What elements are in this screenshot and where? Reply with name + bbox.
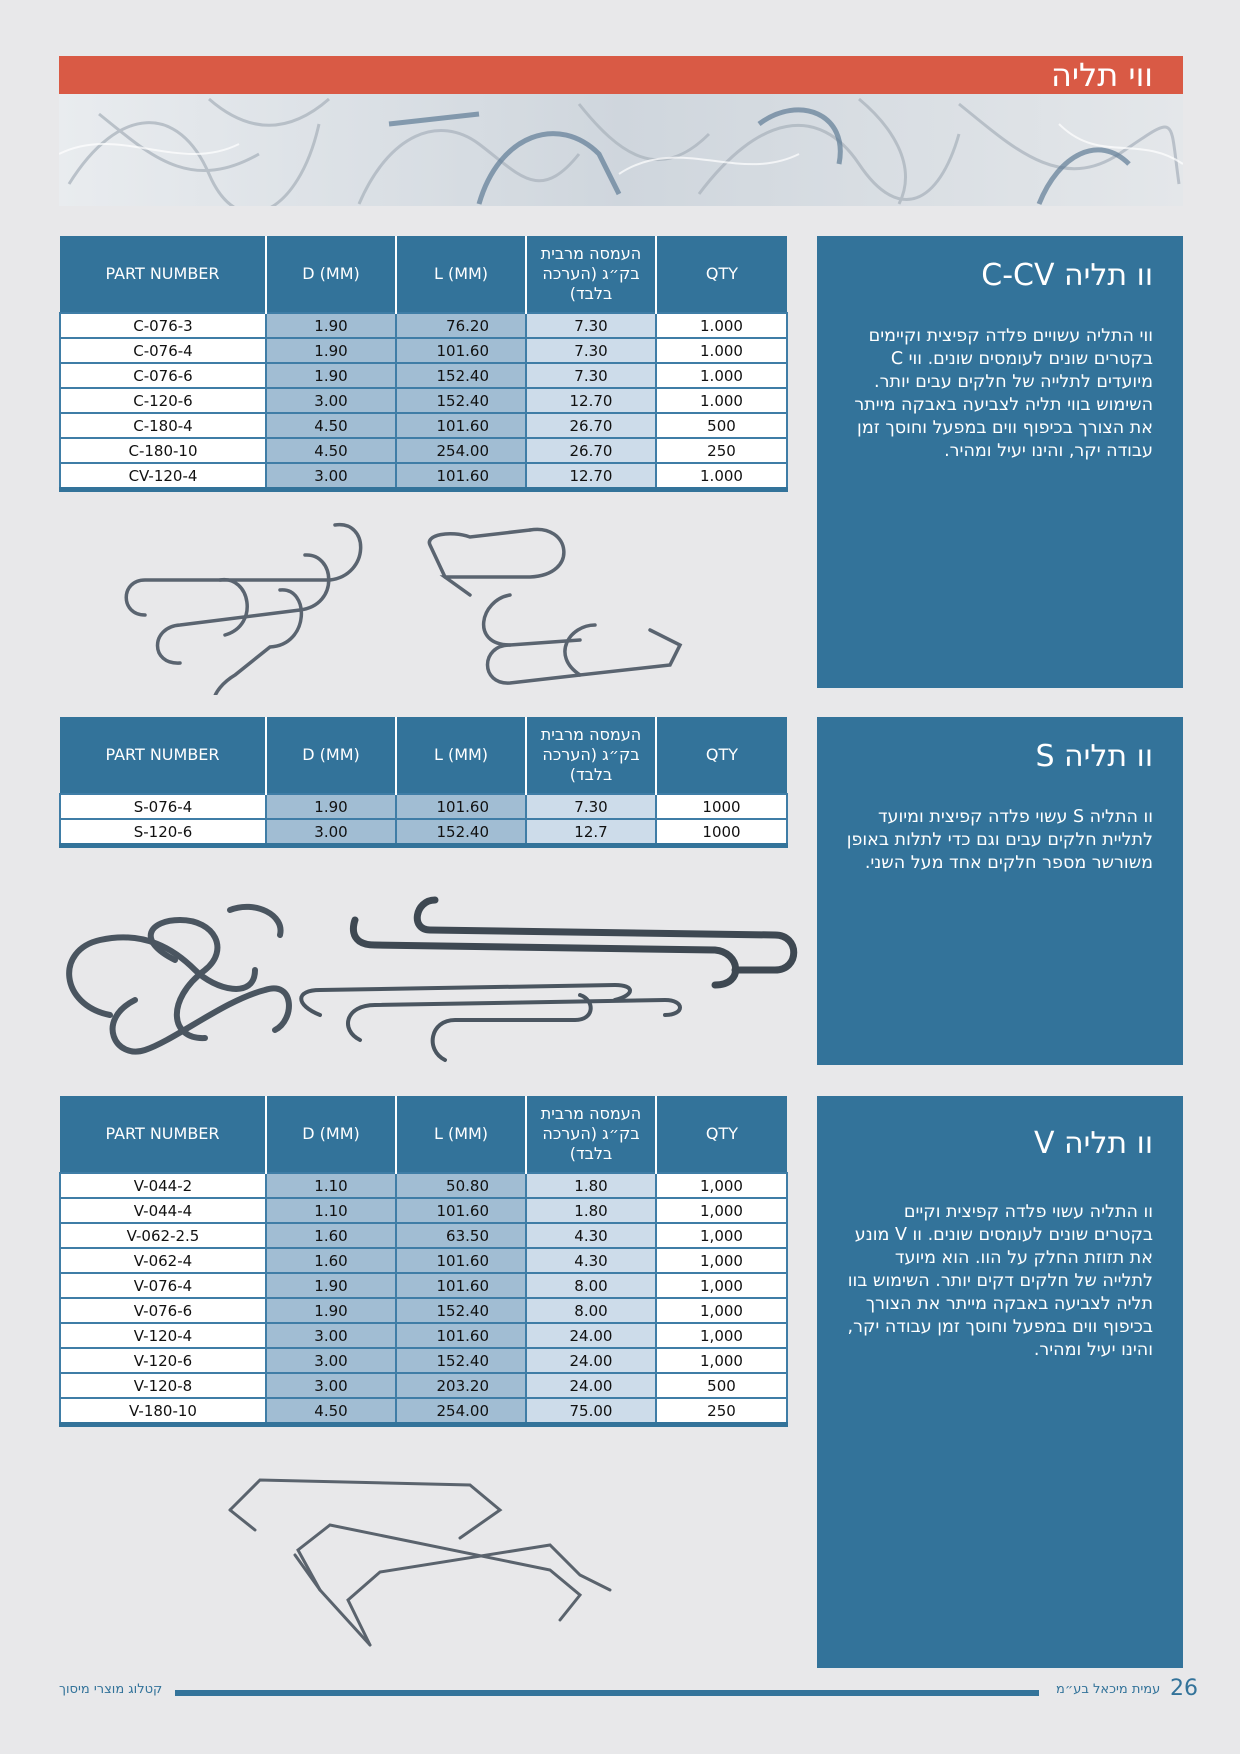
cell-qty: 1.000 [656, 313, 787, 338]
cell-max-load: 24.00 [526, 1348, 656, 1373]
table-row [60, 438, 787, 463]
table-row [60, 1173, 787, 1198]
cell-qty: 1,000 [656, 1223, 787, 1248]
table-row [60, 1273, 787, 1298]
cell-l: 152.40 [396, 1348, 526, 1373]
col-header-d: D (MM) [266, 1096, 396, 1173]
c-cv-description-panel [817, 236, 1183, 688]
cell-part-number: C-076-4 [60, 338, 266, 363]
cell-part-number: V-076-6 [60, 1298, 266, 1323]
cell-max-load: 7.30 [526, 794, 656, 819]
cell-qty: 1.000 [656, 338, 787, 363]
col-header-max-load: העמסה מרבית בק״ג (הערכה בלבד) [526, 236, 656, 313]
cell-max-load: 24.00 [526, 1323, 656, 1348]
col-header-max-load: העמסה מרבית בק״ג (הערכה בלבד) [526, 1096, 656, 1173]
cell-d: 1.90 [266, 1298, 396, 1323]
cell-max-load: 8.00 [526, 1298, 656, 1323]
table-row [60, 1348, 787, 1373]
col-header-part-number: PART NUMBER [60, 236, 266, 313]
page-number: 26 [1170, 1676, 1198, 1701]
table-row [60, 1298, 787, 1323]
cell-max-load: 1.80 [526, 1198, 656, 1223]
page-title: ווי תליה [59, 56, 1183, 94]
table-row [60, 363, 787, 388]
cell-part-number: CV-120-4 [60, 463, 266, 490]
table-row [60, 413, 787, 438]
section-title: וו תליה V [1033, 1126, 1153, 1161]
cell-l: 101.60 [396, 1248, 526, 1273]
cell-l: 152.40 [396, 388, 526, 413]
cell-l: 254.00 [396, 438, 526, 463]
cell-qty: 500 [656, 1373, 787, 1398]
cell-qty: 1000 [656, 794, 787, 819]
cell-l: 50.80 [396, 1173, 526, 1198]
col-header-max-load: העמסה מרבית בק״ג (הערכה בלבד) [526, 717, 656, 794]
col-header-part-number: PART NUMBER [60, 717, 266, 794]
cell-max-load: 4.30 [526, 1248, 656, 1273]
cell-qty: 1.000 [656, 463, 787, 490]
cell-max-load: 4.30 [526, 1223, 656, 1248]
table-row [60, 1248, 787, 1273]
cell-d: 3.00 [266, 819, 396, 846]
cell-qty: 1,000 [656, 1348, 787, 1373]
col-header-qty: QTY [656, 236, 787, 313]
table-row [60, 463, 787, 490]
cell-max-load: 12.70 [526, 388, 656, 413]
cell-part-number: C-180-4 [60, 413, 266, 438]
cell-d: 1.90 [266, 338, 396, 363]
col-header-l: L (MM) [396, 717, 526, 794]
c-cv-spec-table [59, 236, 788, 492]
cell-qty: 250 [656, 1398, 787, 1425]
cell-d: 1.90 [266, 363, 396, 388]
cell-part-number: V-120-8 [60, 1373, 266, 1398]
cell-part-number: S-120-6 [60, 819, 266, 846]
section-title: וו תליה C-CV [981, 258, 1153, 293]
col-header-l: L (MM) [396, 1096, 526, 1173]
col-header-d: D (MM) [266, 717, 396, 794]
cell-max-load: 8.00 [526, 1273, 656, 1298]
cell-d: 3.00 [266, 463, 396, 490]
cell-d: 1.90 [266, 1273, 396, 1298]
table-row [60, 1323, 787, 1348]
cell-d: 1.10 [266, 1173, 396, 1198]
cell-l: 152.40 [396, 363, 526, 388]
cell-max-load: 7.30 [526, 363, 656, 388]
cell-l: 101.60 [396, 463, 526, 490]
v-hooks-photo [220, 1470, 640, 1670]
table-row [60, 1398, 787, 1425]
cell-qty: 1,000 [656, 1248, 787, 1273]
cell-part-number: V-062-2.5 [60, 1223, 266, 1248]
cell-l: 101.60 [396, 1323, 526, 1348]
cell-part-number: V-180-10 [60, 1398, 266, 1425]
cell-d: 3.00 [266, 388, 396, 413]
cell-qty: 250 [656, 438, 787, 463]
col-header-qty: QTY [656, 1096, 787, 1173]
cell-part-number: C-076-6 [60, 363, 266, 388]
s-hooks-photo [55, 890, 815, 1070]
cell-d: 1.10 [266, 1198, 396, 1223]
cell-d: 1.60 [266, 1248, 396, 1273]
section-description: וו התליה S עשוי פלדה קפיצית ומיועד לתליית חלקים עבים וגם כדי לתלות באופן משורשר מספר חלקים אחד מעל השני. [846, 807, 1153, 873]
cell-d: 4.50 [266, 413, 396, 438]
cell-max-load: 24.00 [526, 1373, 656, 1398]
banner-image [59, 94, 1183, 206]
cell-l: 63.50 [396, 1223, 526, 1248]
cell-max-load: 26.70 [526, 438, 656, 463]
cell-part-number: C-120-6 [60, 388, 266, 413]
cell-l: 101.60 [396, 338, 526, 363]
cell-qty: 1,000 [656, 1198, 787, 1223]
cell-max-load: 1.80 [526, 1173, 656, 1198]
wire-hooks-banner-illustration [59, 94, 1183, 206]
cell-max-load: 26.70 [526, 413, 656, 438]
footer-divider [175, 1690, 1039, 1696]
table-row [60, 338, 787, 363]
v-description-panel [817, 1096, 1183, 1668]
cell-part-number: V-120-6 [60, 1348, 266, 1373]
table-row [60, 1198, 787, 1223]
cell-qty: 1,000 [656, 1298, 787, 1323]
table-row [60, 1373, 787, 1398]
cell-d: 3.00 [266, 1373, 396, 1398]
cell-max-load: 75.00 [526, 1398, 656, 1425]
cell-d: 4.50 [266, 438, 396, 463]
v-spec-table [59, 1096, 788, 1427]
c-hooks-photo [110, 515, 710, 695]
cell-max-load: 12.7 [526, 819, 656, 846]
cell-l: 101.60 [396, 794, 526, 819]
cell-part-number: V-076-4 [60, 1273, 266, 1298]
cell-qty: 1,000 [656, 1273, 787, 1298]
col-header-qty: QTY [656, 717, 787, 794]
cell-part-number: V-044-2 [60, 1173, 266, 1198]
cell-d: 3.00 [266, 1323, 396, 1348]
cell-max-load: 7.30 [526, 338, 656, 363]
table-row [60, 1223, 787, 1248]
table-row [60, 388, 787, 413]
cell-part-number: V-062-4 [60, 1248, 266, 1273]
cell-part-number: V-120-4 [60, 1323, 266, 1348]
col-header-part-number: PART NUMBER [60, 1096, 266, 1173]
cell-max-load: 7.30 [526, 313, 656, 338]
table-row [60, 819, 787, 846]
col-header-l: L (MM) [396, 236, 526, 313]
s-description-panel [817, 717, 1183, 1065]
col-header-d: D (MM) [266, 236, 396, 313]
section-title: וו תליה S [1035, 739, 1153, 774]
cell-l: 152.40 [396, 1298, 526, 1323]
cell-qty: 1000 [656, 819, 787, 846]
cell-d: 1.90 [266, 794, 396, 819]
section-description: וו התליה עשוי פלדה קפיצית וקיים בקטרים שונים לעומסים שונים. וו V מונע את תזוזת החלק על הוו. הוא מיועד לתלייה של חלקים דקים יותר. השימוש בוו תליה לצביעה באבקה מייתר את הצורך בכיפוף ווים במפעל וחוסך זמן עבודה יקר, והינו יעיל ומהיר. [847, 1202, 1153, 1360]
cell-qty: 1.000 [656, 388, 787, 413]
cell-part-number: V-044-4 [60, 1198, 266, 1223]
cell-max-load: 12.70 [526, 463, 656, 490]
section-description: ווי התליה עשויים פלדה קפיצית וקיימים בקטרים שונים לעומסים שונים. ווי C מיועדים לתלייה של חלקים עבים יותר. השימוש בווי תליה לצביעה באבקה מייתר את הצורך בכיפוף ווים במפעל וחוסך זמן עבודה יקר, והינו יעיל ומהיר. [854, 326, 1153, 461]
company-name: עמית מיכאל בע״מ [1056, 1682, 1161, 1697]
cell-l: 152.40 [396, 819, 526, 846]
cell-l: 101.60 [396, 413, 526, 438]
table-row [60, 313, 787, 338]
cell-qty: 500 [656, 413, 787, 438]
cell-l: 203.20 [396, 1373, 526, 1398]
cell-l: 101.60 [396, 1198, 526, 1223]
cell-qty: 1,000 [656, 1323, 787, 1348]
cell-l: 254.00 [396, 1398, 526, 1425]
catalog-name: קטלוג מוצרי מיסוך [59, 1682, 163, 1697]
cell-l: 101.60 [396, 1273, 526, 1298]
s-spec-table [59, 717, 788, 848]
table-row [60, 794, 787, 819]
cell-part-number: C-180-10 [60, 438, 266, 463]
cell-d: 4.50 [266, 1398, 396, 1425]
cell-l: 76.20 [396, 313, 526, 338]
cell-part-number: C-076-3 [60, 313, 266, 338]
cell-d: 3.00 [266, 1348, 396, 1373]
cell-part-number: S-076-4 [60, 794, 266, 819]
cell-d: 1.60 [266, 1223, 396, 1248]
cell-d: 1.90 [266, 313, 396, 338]
cell-qty: 1.000 [656, 363, 787, 388]
cell-qty: 1,000 [656, 1173, 787, 1198]
